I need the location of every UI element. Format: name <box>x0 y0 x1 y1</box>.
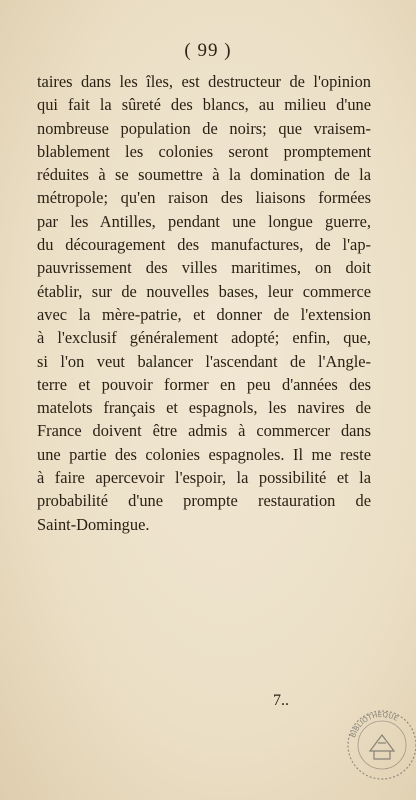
text-line: réduites à se soumettre à la domination de la <box>37 165 371 185</box>
text-line: nombreuse population de noirs; que vraisem- <box>37 118 371 138</box>
text-line: pauvrissement des villes maritimes, on doit <box>37 258 371 278</box>
text-line: blablement les colonies seront promptement <box>37 141 371 161</box>
text-line: établir, sur de nouvelles bases, leur commerce <box>37 281 371 301</box>
text-line: à faire apercevoir l'espoir, la possibilité et la <box>37 468 371 488</box>
text-line: matelots français et espagnols, les navires de <box>37 398 371 418</box>
text-line: du découragement des manufactures, de l'ap- <box>37 235 371 255</box>
library-stamp-icon <box>342 705 416 785</box>
text-line: taires dans les îles, est destructeur de l'opinion <box>37 72 371 91</box>
text-line: qui fait la sûreté des blancs, au milieu d'une <box>37 95 371 115</box>
body-text <box>37 70 371 536</box>
text-line: Saint-Domingue. <box>37 514 150 534</box>
svg-text:BIBLIOTHÈQUE <box>349 710 399 739</box>
text-line: une partie des colonies espagnoles. Il me reste <box>37 444 371 464</box>
text-line: terre et pouvoir former en peu d'années des <box>37 374 371 394</box>
text-line: à l'exclusif généralement adopté; enfin, que, <box>37 328 371 348</box>
stamp-text: BIBLIOTHÈQUE <box>349 710 400 739</box>
signature-mark: 7.. <box>273 692 289 709</box>
text-line: avec la mère-patrie, et donner de l'extension <box>37 304 371 324</box>
text-line: probabilité d'une prompte restauration de <box>37 491 371 511</box>
page-number: ( 99 ) <box>184 40 232 61</box>
text-line: par les Antilles, pendant une longue guerre, <box>37 211 371 231</box>
text-line: France doivent être admis à commercer dans <box>37 421 371 441</box>
text-line: si l'on veut balancer l'ascendant de l'Angle- <box>37 351 371 371</box>
text-line: métropole; qu'en raison des liaisons formées <box>37 188 371 208</box>
